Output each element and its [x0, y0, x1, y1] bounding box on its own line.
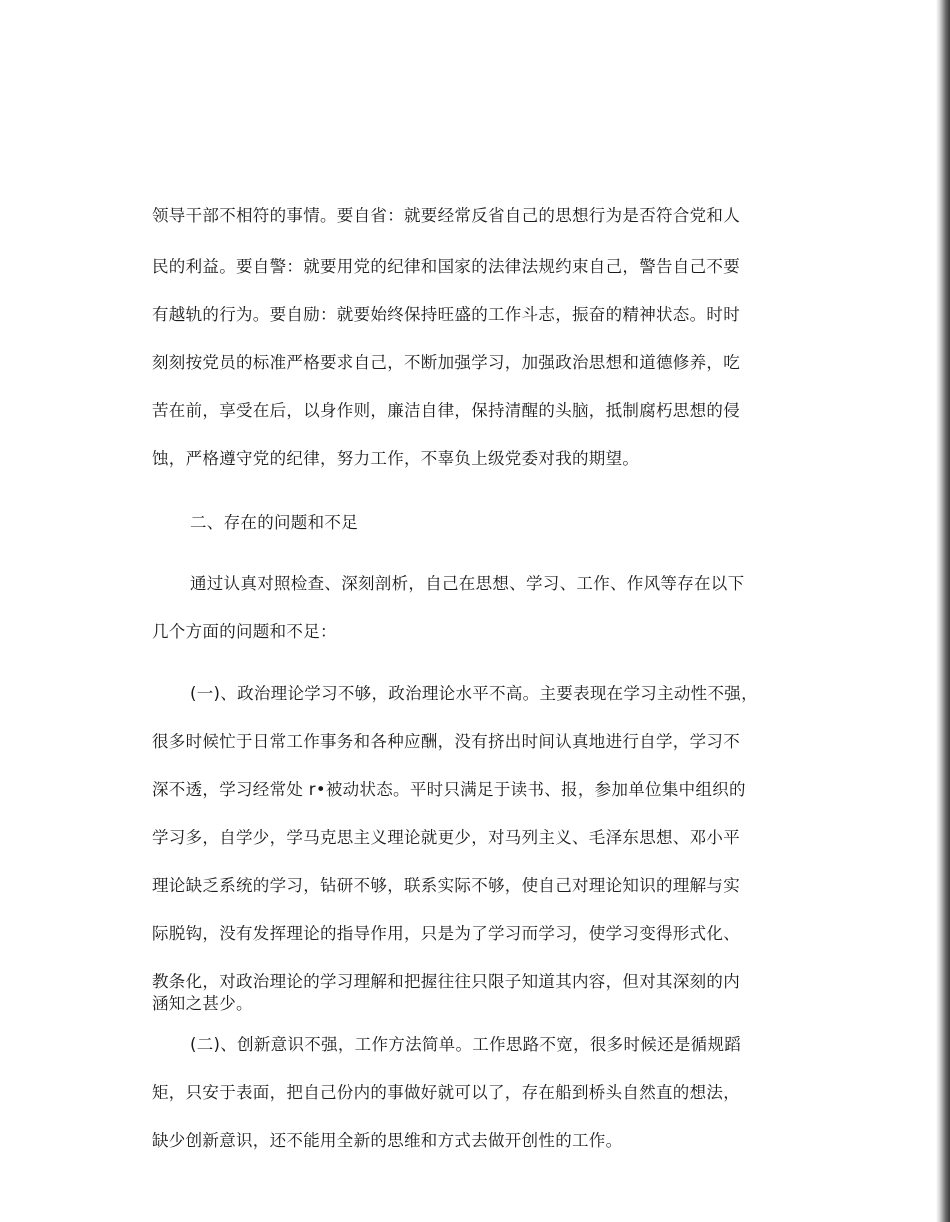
text-line: 刻刻按党员的标准严格要求自己，不断加强学习，加强政治思想和道德修养，吃 [152, 353, 740, 372]
text-line: 深不透，学习经常处 r•被动状态。平时只满足于读书、报，参加单位集中组织的 [152, 780, 746, 799]
text-line: 苦在前，享受在后，以身作则，廉洁自律，保持清醒的头脑，抵制腐朽思想的侵 [152, 401, 740, 420]
text-line: 几个方面的问题和不足： [152, 622, 337, 641]
text-line: (二)、创新意识不强，工作方法简单。工作思路不宽，很多时候还是循规蹈 [190, 1035, 742, 1054]
text-line: 领导干部不相符的事情。要自省：就要经常反省自己的思想行为是否符合党和人 [152, 206, 740, 225]
text-line: 矩，只安于表面，把自己份内的事做好就可以了，存在船到桥头自然直的想法， [152, 1083, 740, 1102]
section-heading: 二、存在的问题和不足 [190, 513, 358, 532]
text-line: 通过认真对照检查、深刻剖析，自己在思想、学习、工作、作风等存在以下 [190, 574, 745, 593]
text-line: 很多时候忙于日常工作事务和各种应酬，没有挤出时间认真地进行自学，学习不 [152, 732, 740, 751]
page-edge-shadow [936, 0, 950, 1222]
text-line: 缺少创新意识，还不能用全新的思维和方式去做开创性的工作。 [152, 1131, 623, 1150]
text-line: 蚀，严格遵守党的纪律，努力工作，不辜负上级党委对我的期望。 [152, 449, 640, 468]
text-line: 理论缺乏系统的学习，钻研不够，联系实际不够，使自己对理论知识的理解与实 [152, 876, 740, 895]
text-line: 教条化，对政治理论的学习理解和把握往往只限子知道其内容，但对其深刻的内 [152, 972, 740, 991]
text-line: (一)、政治理论学习不够，政治理论水平不高。主要表现在学习主动性不强， [190, 684, 758, 703]
text-line: 学习多，自学少，学马克思主义理论就更少，对马列主义、毛泽东思想、邓小平 [152, 828, 740, 847]
text-line: 民的利益。要自警：就要用党的纪律和国家的法律法规约束自己，警告自己不要 [152, 257, 740, 276]
text-line: 涵知之甚少。 [152, 994, 253, 1013]
text-line: 有越轨的行为。要自励：就要始终保持旺盛的工作斗志，振奋的精神状态。时时 [152, 305, 740, 324]
text-line: 际脱钩，没有发挥理论的指导作用，只是为了学习而学习，使学习变得形式化、 [152, 924, 740, 943]
